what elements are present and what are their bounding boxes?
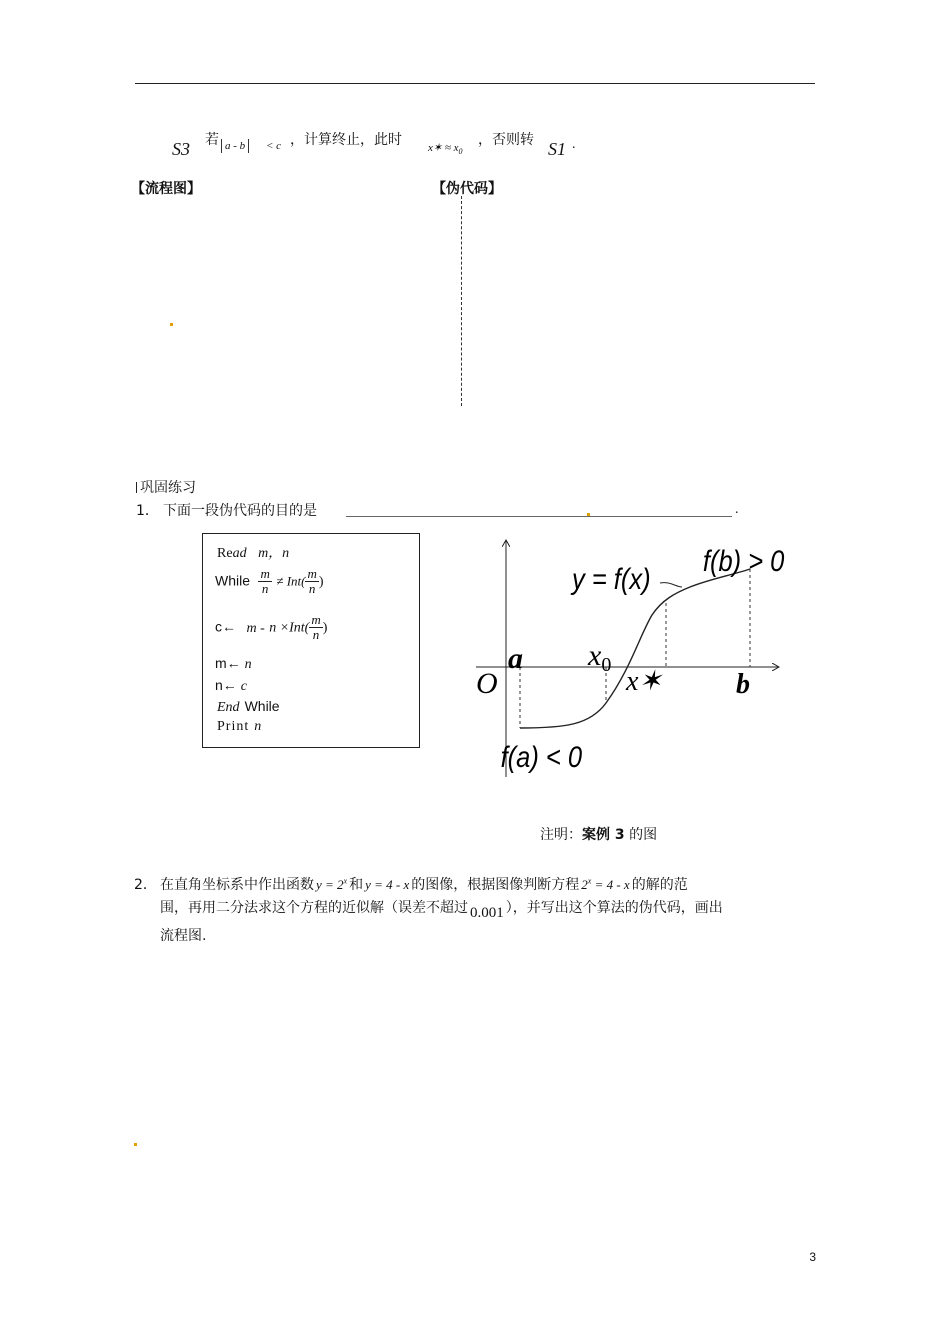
step-label: S3: [172, 139, 190, 159]
approx-expression: x✶ ≈ $x_0$: [428, 142, 463, 157]
fa-label: f(a) < 0: [500, 740, 583, 774]
flowchart-heading: 【流程图】: [131, 181, 201, 197]
q1-text: 下面一段伪代码的目的是: [163, 503, 317, 519]
goto-step: S1: [548, 139, 566, 159]
lt-c: < c: [266, 140, 282, 152]
print-line: Print n: [217, 719, 262, 734]
terminate-text: ，计算终止，此时: [290, 132, 402, 148]
q2-line2: 围，再用二分法求这个方程的近似解（误差不超过 0.001 ），并写出这个算法的伪代码，画出: [160, 900, 723, 921]
pseudocode-heading: 【伪代码】: [432, 181, 502, 197]
origin-label: O: [476, 667, 498, 700]
figure-caption: 注明：案例 3 的图: [540, 827, 658, 843]
n-assign-line: n← c: [215, 677, 248, 694]
bisection-figure: [470, 535, 790, 785]
practice-heading: 巩固练习: [140, 480, 196, 496]
marker-dot-3: [134, 1143, 137, 1146]
fb-label: f(b) > 0: [702, 544, 785, 578]
x0-label: $x_0$: [588, 639, 612, 676]
else-text: ，否则转: [478, 132, 534, 148]
pseudocode-box: [202, 533, 420, 748]
heading-bar: [136, 482, 137, 493]
marker-dot: [170, 323, 173, 326]
while-line: While $\frac{m}{n}$ ≠ Int( $\frac{m}{n}$ ): [215, 566, 324, 596]
page-number: 3: [809, 1250, 816, 1264]
q1-number: 1．: [136, 503, 159, 519]
read-line: Read m，n: [217, 546, 290, 561]
m-assign-line: m← n: [215, 655, 252, 672]
end-while-line: End While: [217, 698, 280, 715]
header-rule: [135, 83, 815, 84]
marker-dot-2: [587, 513, 590, 516]
abs-expression: a - b: [221, 139, 249, 153]
q2-number: 2．: [134, 877, 157, 893]
xstar-label: x✶: [626, 666, 662, 697]
ruo-text: 若: [205, 132, 219, 148]
period: .: [572, 137, 576, 152]
c-assign-line: c← m - n ×Int( $\frac{m}{n}$ ): [215, 612, 328, 642]
label-pointer: [660, 583, 682, 587]
answer-blank: [346, 516, 732, 517]
q2-line3: 流程图.: [160, 928, 207, 944]
a-label: a: [508, 642, 523, 675]
q1-end: .: [735, 502, 739, 517]
b-label: b: [736, 669, 750, 700]
curve-label: y = f(x): [572, 562, 651, 596]
column-divider: [461, 196, 462, 406]
q2-line1: 在直角坐标系中作出函数 $y = 2^x$ 和 y = 4 - x 的图像，根据图像判断方程 $2^x = 4 - x$ 的解的范: [160, 876, 688, 893]
